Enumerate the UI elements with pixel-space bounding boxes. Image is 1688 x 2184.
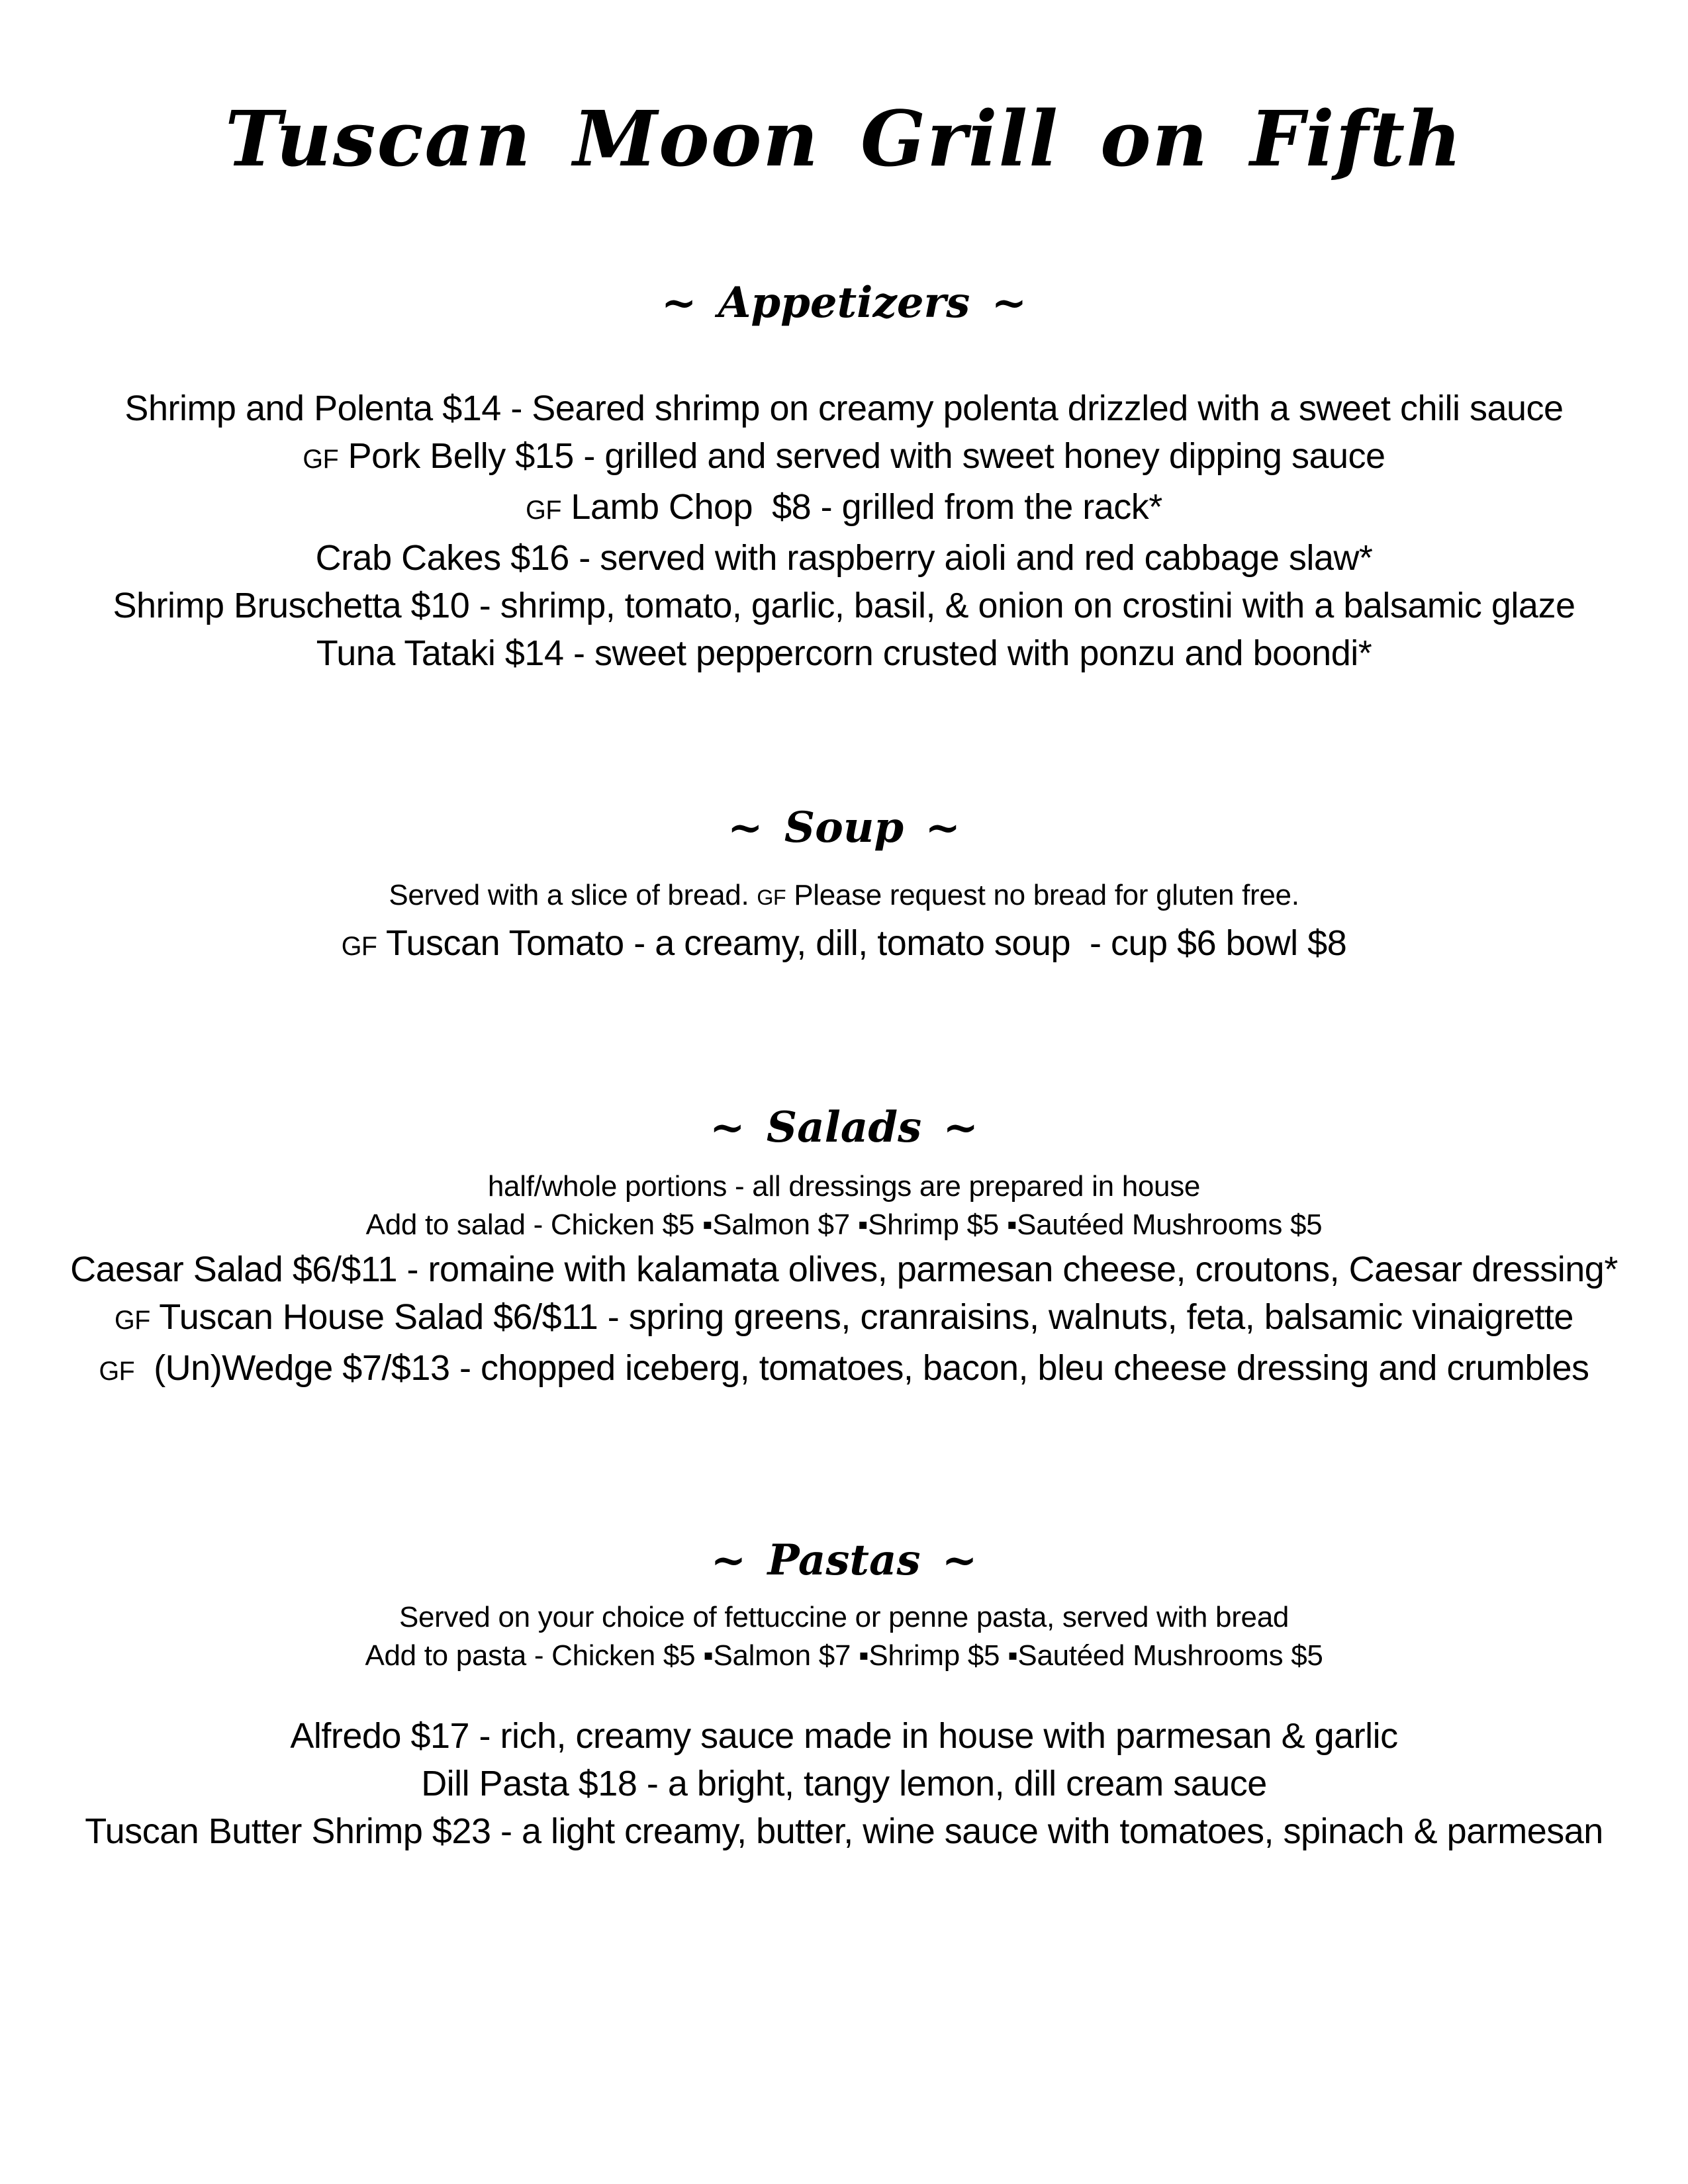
menu-text: Tuscan Butter Shrimp $23 - a light creamy, butter, wine sauce with tomatoes, spinach & parmesan [85, 1811, 1603, 1852]
menu-section-pastas [0, 1535, 1688, 1855]
menu-item [0, 582, 1688, 629]
menu-text: Served on your choice of fettuccine or penne pasta, served with bread [399, 1601, 1289, 1634]
menu-text: Lamb Chop $8 - grilled from the rack* [561, 486, 1162, 527]
menu-sections [0, 278, 1688, 1855]
menu-items [0, 1246, 1688, 1395]
menu-text: half/whole portions - all dressings are prepared in house [487, 1170, 1201, 1203]
menu-section-soup [0, 803, 1688, 970]
menu-item [0, 483, 1688, 534]
menu-items [0, 919, 1688, 970]
menu-text: Tuscan House Salad $6/$11 - spring greens, cranraisins, walnuts, feta, balsamic vinaigrette [150, 1297, 1573, 1338]
menu-text: Tuna Tataki $14 - sweet peppercorn crusted with ponzu and boondi* [316, 633, 1372, 673]
menu-item [0, 1712, 1688, 1760]
section-note [0, 1637, 1688, 1675]
menu-text: Crab Cakes $16 - served with raspberry aioli and red cabbage slaw* [315, 537, 1373, 578]
menu-items [0, 385, 1688, 677]
menu-text: Alfredo $17 - rich, creamy sauce made in house with parmesan & garlic [290, 1716, 1398, 1756]
menu-item [0, 432, 1688, 483]
gf-badge: GF [341, 931, 377, 961]
menu-text: Shrimp Bruschetta $10 - shrimp, tomato, garlic, basil, & onion on crostini with a balsamic glaze [113, 585, 1575, 625]
menu-text: Shrimp and Polenta $14 - Seared shrimp on creamy polenta drizzled with a sweet chili sauce [124, 388, 1564, 428]
section-note [0, 1598, 1688, 1637]
section-header-salads: ~ Salads ~ [709, 1102, 979, 1152]
menu-item [0, 1760, 1688, 1807]
menu-text: Pork Belly $15 - grilled and served with sweet honey dipping sauce [338, 435, 1385, 476]
menu-item [0, 385, 1688, 432]
section-header-soup: ~ Soup ~ [727, 802, 961, 852]
menu-item [0, 629, 1688, 677]
section-notes [0, 876, 1688, 917]
section-header-pastas: ~ Pastas ~ [710, 1535, 978, 1586]
menu-item [0, 1344, 1688, 1395]
menu-item [0, 919, 1688, 970]
gf-badge: GF [757, 885, 786, 909]
section-notes [0, 1167, 1688, 1244]
menu-text: Tuscan Tomato - a creamy, dill, tomato soup - cup $6 bowl $8 [377, 923, 1347, 963]
menu-item [0, 534, 1688, 582]
section-notes [0, 1598, 1688, 1675]
menu-text: Dill Pasta $18 - a bright, tangy lemon, dill cream sauce [421, 1764, 1267, 1804]
menu-title: Tuscan Moon Grill on Fifth [225, 95, 1463, 184]
menu-text: Caesar Salad $6/$11 - romaine with kalamata olives, parmesan cheese, croutons, Caesar dressing* [70, 1250, 1618, 1290]
section-note [0, 1206, 1688, 1244]
gf-badge: GF [303, 444, 339, 474]
menu-item [0, 1807, 1688, 1855]
menu-section-appetizers [0, 278, 1688, 677]
menu-items [0, 1712, 1688, 1855]
menu-item [0, 1246, 1688, 1293]
menu-section-salads [0, 1103, 1688, 1396]
menu-text: Add to salad - Chicken $5 ▪Salmon $7 ▪Shrimp $5 ▪Sautéed Mushrooms $5 [365, 1208, 1323, 1242]
menu-item [0, 1293, 1688, 1344]
section-note [0, 1167, 1688, 1206]
gf-badge: GF [526, 495, 561, 525]
menu-text: Served with a slice of bread. [389, 878, 757, 911]
gf-badge: GF [115, 1306, 150, 1336]
section-header-appetizers: ~ Appetizers ~ [661, 278, 1027, 328]
menu-text: (Un)Wedge $7/$13 - chopped iceberg, tomatoes, bacon, bleu cheese dressing and crumbles [134, 1348, 1589, 1388]
gf-badge: GF [99, 1357, 135, 1387]
menu-text: Add to pasta - Chicken $5 ▪Salmon $7 ▪Shrimp $5 ▪Sautéed Mushrooms $5 [365, 1639, 1323, 1672]
menu-text: Please request no bread for gluten free. [786, 878, 1299, 911]
section-note [0, 876, 1688, 917]
